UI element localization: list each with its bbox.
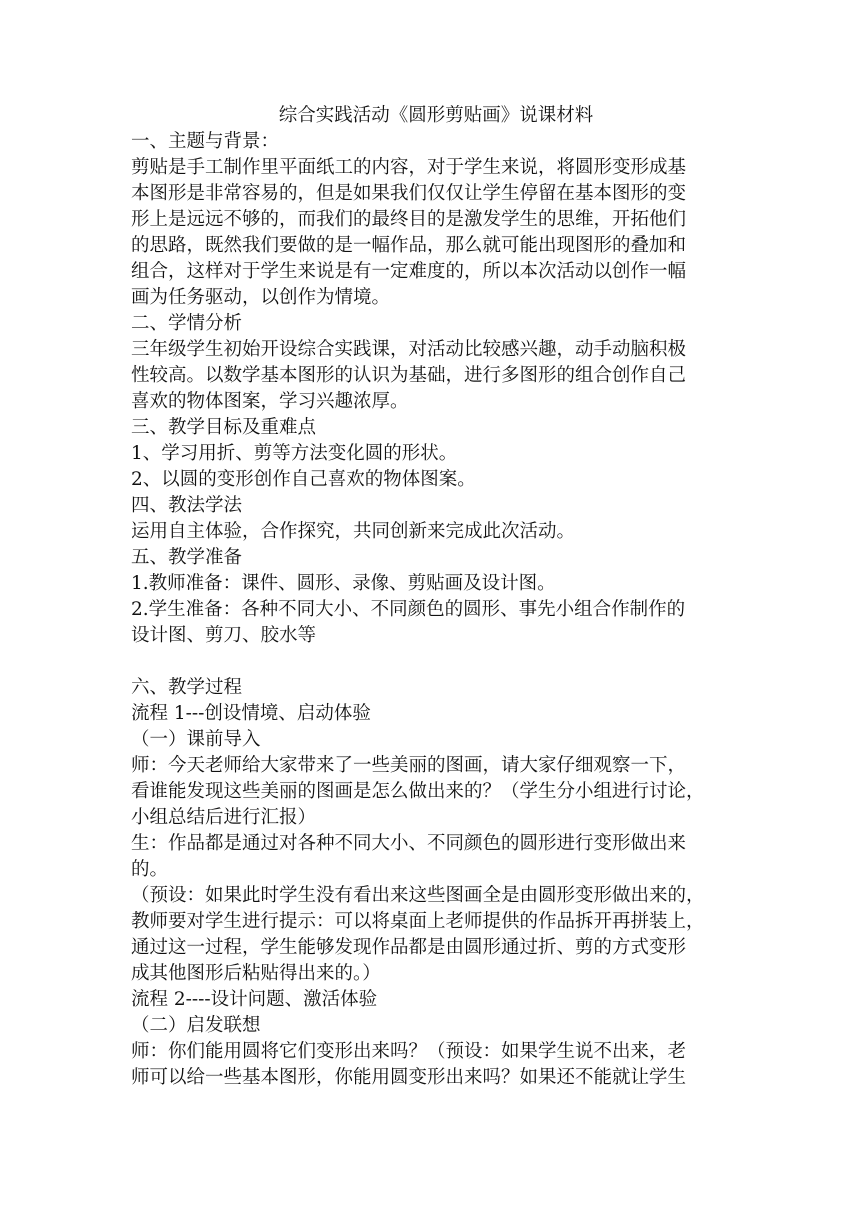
flow-1-student-text <box>131 831 741 883</box>
text-line: 形上是远远不够的，而我们的最终目的是激发学生的思维，开拓他们 <box>131 209 687 230</box>
text-line: 通过这一过程，学生能够发现作品都是由圆形通过折、剪的方式变形 <box>131 937 687 958</box>
flow-1-preset-text <box>131 883 741 987</box>
text-line: 的思路，既然我们要做的是一幅作品，那么就可能出现图形的叠加和 <box>131 235 687 256</box>
text-line: 教师要对学生进行提示：可以将桌面上老师提供的作品拆开再拼装上， <box>131 911 705 932</box>
text-line: 本图形是非常容易的，但是如果我们仅仅让学生停留在基本图形的变 <box>131 183 687 204</box>
flow-2-subheading: （二）启发联想 <box>131 1015 261 1036</box>
flow-2-teacher-text <box>131 1039 741 1091</box>
text-line: 性较高。以数学基本图形的认识为基础，进行多图形的组合创作自己 <box>131 365 687 386</box>
preparation-item-teacher: 1.教师准备：课件、圆形、录像、剪贴画及设计图。 <box>131 573 556 594</box>
objective-item-2: 2、以圆的变形创作自己喜欢的物体图案。 <box>131 469 476 490</box>
flow-1-subheading: （一）课前导入 <box>131 729 261 750</box>
section-heading-objectives: 三、教学目标及重难点 <box>131 417 317 438</box>
flow-1-teacher-text <box>131 753 741 831</box>
section-heading-methods: 四、教法学法 <box>131 495 243 516</box>
text-line: 剪贴是手工制作里平面纸工的内容，对于学生来说，将圆形变形成基 <box>131 157 687 178</box>
text-line: 画为任务驱动，以创作为情境。 <box>131 287 391 308</box>
text-line: 组合，这样对于学生来说是有一定难度的，所以本次活动以创作一幅 <box>131 261 687 282</box>
section-body-methods: 运用自主体验，合作探究，共同创新来完成此次活动。 <box>131 521 576 542</box>
section-body-theme <box>131 155 741 311</box>
text-line: 小组总结后进行汇报） <box>131 807 317 828</box>
text-line: 三年级学生初始开设综合实践课，对活动比较感兴趣，动手动脑积极 <box>131 339 687 360</box>
preparation-item-student <box>131 597 741 649</box>
document-body <box>131 103 741 1091</box>
section-heading-preparation: 五、教学准备 <box>131 547 243 568</box>
text-line: 设计图、剪刀、胶水等 <box>131 625 317 646</box>
objective-item-1: 1、学习用折、剪等方法变化圆的形状。 <box>131 443 458 464</box>
text-line: 成其他图形后粘贴得出来的。） <box>131 963 381 984</box>
document-title: 综合实践活动《圆形剪贴画》说课材料 <box>278 105 594 126</box>
text-line: （预设：如果此时学生没有看出来这些图画全是由圆形变形做出来的， <box>131 885 705 906</box>
text-line: 师：你们能用圆将它们变形出来吗？（预设：如果学生说不出来，老 <box>131 1041 687 1062</box>
text-line: 喜欢的物体图案，学习兴趣浓厚。 <box>131 391 409 412</box>
flow-2-heading: 流程 2----设计问题、激活体验 <box>131 989 378 1010</box>
section-heading-theme: 一、主题与背景： <box>131 131 280 152</box>
flow-1-heading: 流程 1---创设情境、启动体验 <box>131 703 371 724</box>
section-heading-process: 六、教学过程 <box>131 677 243 698</box>
text-line: 的。 <box>131 859 169 880</box>
section-body-student-analysis <box>131 337 741 415</box>
text-line: 2.学生准备：各种不同大小、不同颜色的圆形、事先小组合作制作的 <box>131 599 686 620</box>
text-line: 生：作品都是通过对各种不同大小、不同颜色的圆形进行变形做出来 <box>131 833 687 854</box>
text-line: 师：今天老师给大家带来了一些美丽的图画，请大家仔细观察一下， <box>131 755 687 776</box>
text-line: 师可以给一些基本图形，你能用圆变形出来吗？如果还不能就让学生 <box>131 1067 687 1088</box>
section-heading-student-analysis: 二、学情分析 <box>131 313 243 334</box>
blank-line <box>131 649 741 675</box>
text-line: 看谁能发现这些美丽的图画是怎么做出来的？（学生分小组进行讨论， <box>131 781 705 802</box>
